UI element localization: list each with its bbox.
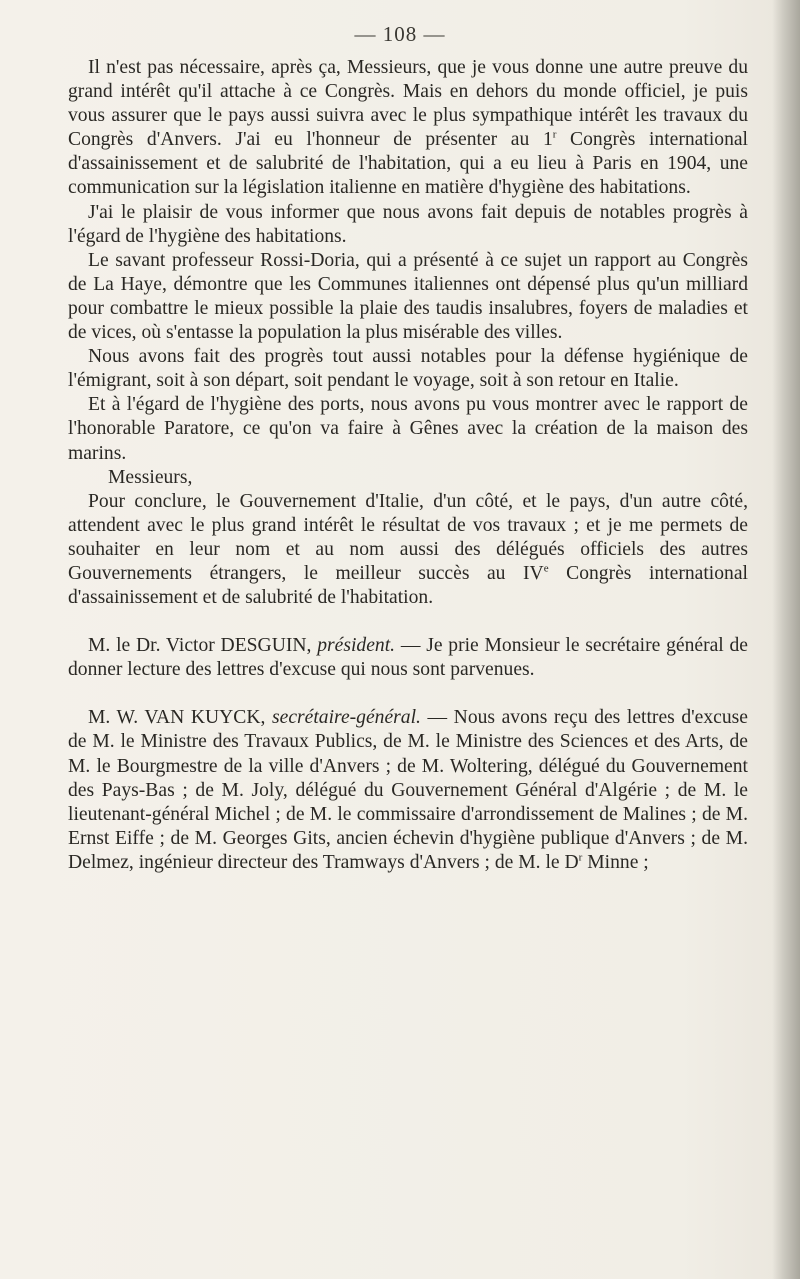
ordinal: 1 bbox=[542, 129, 553, 151]
paragraph-text: Congrès international d'assainissement et de salubrité de l'habitation. bbox=[68, 562, 748, 609]
speech-text: Minne ; bbox=[587, 851, 649, 873]
speech-secretary bbox=[68, 706, 748, 875]
paragraph: Nous avons fait des progrès tout aussi notables pour la défense hygiénique de l'émigrant, soit à son départ, soit pendant le voyage, soit à son retour en Italie. bbox=[68, 346, 748, 392]
paragraph: Et à l'égard de l'hygiène des ports, nous avons pu vous montrer avec le rapport de l'honorable Paratore, ce qu'on va faire à Gênes avec la création de la maison des marins. bbox=[68, 394, 748, 464]
ordinal: IV bbox=[523, 562, 544, 584]
salutation: Messieurs, bbox=[108, 466, 193, 488]
ordinal-superscript: e bbox=[543, 562, 549, 575]
speech-text: — Nous avons reçu des lettres d'excuse de M. le Ministre des Travaux Publics, de M. le Ministre des Sciences et des Arts, de M. le Bourgmestre de la ville d'Anvers ; de M. Woltering, délégué du Gouvernement des Pays-Bas ; de M. Joly, délégué du Gouvernement Général d'Algérie ; de M. le lieutenant-général Michel ; de M. le commissaire d'arrondissement de Malines ; de M. Ernst Eiffe ; de M. Georges Gits, ancien échevin d'hygiène publique d'Anvers ; de M. Delmez, ingénieur directeur des Tramways d'Anvers ; de M. le D bbox=[68, 707, 748, 873]
paragraph: J'ai le plaisir de vous informer que nous avons fait depuis de notables progrès à l'égard de l'hygiène des habitations. bbox=[68, 201, 748, 247]
speaker-name: M. le Dr. Victor DESGUIN, bbox=[88, 635, 312, 657]
speaker-role: président. bbox=[317, 635, 396, 657]
speech-text: — Je prie Monsieur le secrétaire général de donner lecture des lettres d'excuse qui nous sont parvenues. bbox=[68, 635, 749, 681]
page-edge-shadow bbox=[772, 0, 800, 1279]
ordinal-superscript: r bbox=[578, 851, 583, 864]
paragraph-text: Pour conclure, le Gouvernement d'Italie, d'un côté, et le pays, d'un autre côté, attendent avec le plus grand intérêt le résultat de vos travaux ; et je me permets de souhaiter en leur nom et au nom aussi des délégués officiels des autres Gouvernements étrangers, le meilleur succès au bbox=[68, 490, 748, 584]
ordinal-superscript: r bbox=[552, 128, 557, 141]
page-number: — 108 — bbox=[354, 22, 446, 46]
paragraph bbox=[68, 490, 748, 610]
paragraph bbox=[68, 56, 748, 201]
paragraph-text: Congrès international d'assainissement et de salubrité de l'habitation, qui a eu lieu à Paris en 1904, une communication sur la législation italienne en matière d'hygiène des habitations. bbox=[68, 129, 749, 199]
speaker-name: M. W. VAN KUYCK, bbox=[88, 707, 266, 729]
speech-president bbox=[68, 634, 748, 682]
paragraph: Le savant professeur Rossi-Doria, qui a présenté à ce sujet un rapport au Congrès de La Haye, démontre que les Communes italiennes ont dépensé plus qu'un milliard pour combattre le mieux possible la plaie des taudis insalubres, foyers de maladies et de vices, où s'entasse la population la plus misérable des villes. bbox=[68, 249, 748, 344]
paragraph-text: Il n'est pas nécessaire, après ça, Messieurs, que je vous donne une autre preuve du grand intérêt qu'il attache à ce Congrès. Mais en dehors du monde officiel, je puis vous assurer que le pays aussi suivra avec le plus sympathique intérêt les travaux du Congrès d'Anvers. J'ai eu l'honneur de présenter au bbox=[68, 57, 748, 151]
body-text bbox=[68, 56, 748, 875]
speaker-role: secrétaire-général. bbox=[272, 707, 421, 729]
